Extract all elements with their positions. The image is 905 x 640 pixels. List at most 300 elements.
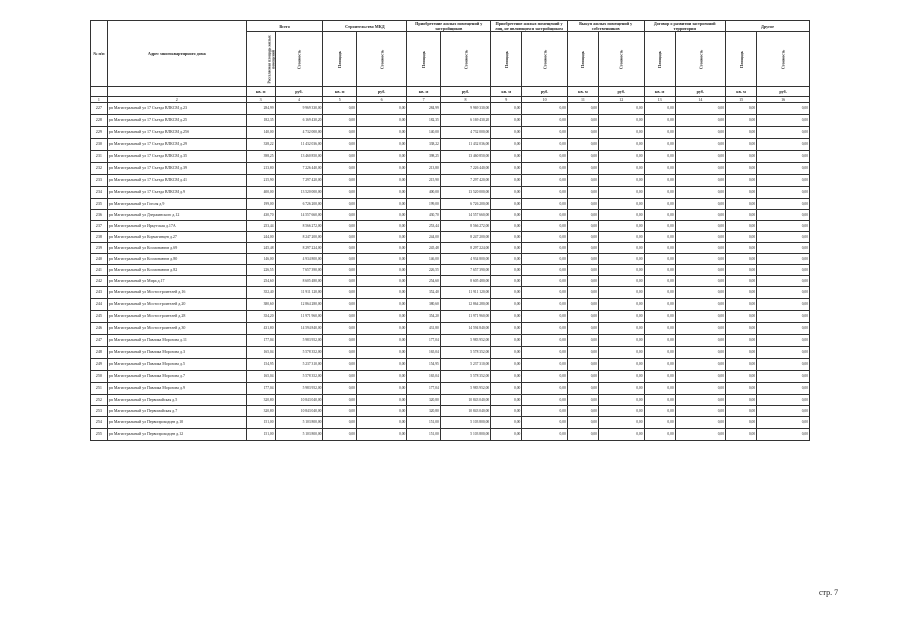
unit-cell: руб. bbox=[598, 87, 644, 97]
table-row bbox=[91, 323, 810, 335]
row-total-cost: 8 247 200,00 bbox=[275, 232, 323, 243]
row-total-cost: 5 237 310,00 bbox=[275, 359, 323, 371]
col-number: 16 bbox=[757, 97, 810, 103]
row-total-area: 177,04 bbox=[246, 335, 275, 347]
row-number: 233 bbox=[91, 175, 108, 187]
row-dev-contract-area: 0,00 bbox=[644, 383, 675, 395]
row-non-developer-area: 0,00 bbox=[491, 139, 522, 151]
row-developer-area: 177,04 bbox=[407, 383, 441, 395]
row-other-area: 0,00 bbox=[726, 335, 757, 347]
row-address: рп Магистральный ул Мира д.17 bbox=[107, 276, 246, 287]
row-total-area: 165,04 bbox=[246, 347, 275, 359]
row-dev-contract-cost: 0,00 bbox=[675, 417, 725, 429]
row-developer-cost: 9 969 330,00 bbox=[440, 103, 490, 115]
row-number: 243 bbox=[91, 287, 108, 299]
row-construction-area: 0,00 bbox=[323, 139, 357, 151]
row-total-cost: 8 297 224,00 bbox=[275, 243, 323, 254]
row-other-cost: 0,00 bbox=[757, 139, 810, 151]
table-row bbox=[91, 311, 810, 323]
row-construction-cost: 0,00 bbox=[356, 199, 406, 210]
row-construction-cost: 0,00 bbox=[356, 163, 406, 175]
row-address: рп Магистральный ул Иркутская д.17А bbox=[107, 221, 246, 232]
unit-cell: руб. bbox=[275, 87, 323, 97]
row-developer-area: 254,60 bbox=[407, 276, 441, 287]
table-row bbox=[91, 417, 810, 429]
row-dev-contract-area: 0,00 bbox=[644, 115, 675, 127]
row-construction-cost: 0,00 bbox=[356, 347, 406, 359]
row-non-developer-cost: 0,00 bbox=[522, 265, 568, 276]
row-other-area: 0,00 bbox=[726, 359, 757, 371]
row-buyout-area: 0,00 bbox=[567, 163, 598, 175]
row-construction-area: 0,00 bbox=[323, 347, 357, 359]
group-header-developers: Приобретение жилых помещений у застройщиков bbox=[407, 21, 491, 32]
row-total-area: 140,00 bbox=[246, 127, 275, 139]
row-developer-area: 380,60 bbox=[407, 299, 441, 311]
row-dev-contract-cost: 0,00 bbox=[675, 254, 725, 265]
row-construction-cost: 0,00 bbox=[356, 359, 406, 371]
row-developer-cost: 14 594 840,00 bbox=[440, 323, 490, 335]
row-developer-cost: 11 432 036,00 bbox=[440, 139, 490, 151]
row-buyout-area: 0,00 bbox=[567, 395, 598, 406]
table-body bbox=[91, 103, 810, 441]
row-dev-contract-cost: 0,00 bbox=[675, 243, 725, 254]
row-total-area: 352,40 bbox=[246, 287, 275, 299]
row-other-area: 0,00 bbox=[726, 243, 757, 254]
row-non-developer-cost: 0,00 bbox=[522, 232, 568, 243]
unit-cell: руб. bbox=[675, 87, 725, 97]
row-total-cost: 5 983 952,00 bbox=[275, 335, 323, 347]
row-address: рп Магистральный ул Гоголя д.9 bbox=[107, 199, 246, 210]
row-total-area: 431,80 bbox=[246, 323, 275, 335]
row-non-developer-cost: 0,00 bbox=[522, 127, 568, 139]
row-total-area: 380,60 bbox=[246, 299, 275, 311]
row-number: 242 bbox=[91, 276, 108, 287]
sub-header-cost: Стоимость bbox=[296, 49, 302, 69]
row-developer-area: 431,80 bbox=[407, 323, 441, 335]
row-number: 248 bbox=[91, 347, 108, 359]
row-non-developer-cost: 0,00 bbox=[522, 371, 568, 383]
row-non-developer-cost: 0,00 bbox=[522, 395, 568, 406]
row-other-cost: 0,00 bbox=[757, 371, 810, 383]
row-non-developer-cost: 0,00 bbox=[522, 276, 568, 287]
row-buyout-cost: 0,00 bbox=[598, 323, 644, 335]
row-construction-area: 0,00 bbox=[323, 151, 357, 163]
row-other-cost: 0,00 bbox=[757, 151, 810, 163]
row-buyout-cost: 0,00 bbox=[598, 265, 644, 276]
row-total-area: 146,00 bbox=[246, 254, 275, 265]
row-dev-contract-cost: 0,00 bbox=[675, 287, 725, 299]
row-total-area: 182,35 bbox=[246, 115, 275, 127]
row-total-cost: 13 520 000,00 bbox=[275, 187, 323, 199]
row-developer-area: 244,00 bbox=[407, 232, 441, 243]
col-number: 5 bbox=[323, 97, 357, 103]
row-construction-cost: 0,00 bbox=[356, 115, 406, 127]
row-dev-contract-cost: 0,00 bbox=[675, 335, 725, 347]
resettlement-table bbox=[90, 20, 810, 441]
row-construction-cost: 0,00 bbox=[356, 335, 406, 347]
row-developer-cost: 12 864 280,00 bbox=[440, 299, 490, 311]
row-buyout-area: 0,00 bbox=[567, 232, 598, 243]
row-developer-area: 215,90 bbox=[407, 175, 441, 187]
row-total-area: 151,00 bbox=[246, 429, 275, 441]
row-dev-contract-area: 0,00 bbox=[644, 429, 675, 441]
group-header-development-contract: Договор о развитии застроенной территории bbox=[644, 21, 725, 32]
group-header-construction: Строительство МКД bbox=[323, 21, 407, 32]
row-other-area: 0,00 bbox=[726, 276, 757, 287]
row-dev-contract-area: 0,00 bbox=[644, 347, 675, 359]
unit-cell: руб. bbox=[757, 87, 810, 97]
row-total-area: 430,70 bbox=[246, 210, 275, 221]
row-number: 240 bbox=[91, 254, 108, 265]
row-buyout-cost: 0,00 bbox=[598, 276, 644, 287]
document-page bbox=[90, 20, 810, 441]
row-other-area: 0,00 bbox=[726, 103, 757, 115]
row-buyout-cost: 0,00 bbox=[598, 139, 644, 151]
row-construction-area: 0,00 bbox=[323, 243, 357, 254]
row-other-cost: 0,00 bbox=[757, 383, 810, 395]
group-header-total: Всего bbox=[246, 21, 323, 32]
table-row bbox=[91, 265, 810, 276]
row-total-cost: 6 726 200,00 bbox=[275, 199, 323, 210]
row-other-cost: 0,00 bbox=[757, 175, 810, 187]
table-row bbox=[91, 254, 810, 265]
row-non-developer-area: 0,00 bbox=[491, 187, 522, 199]
sub-header-area: Площадь bbox=[337, 50, 343, 68]
col-header-address: Адрес многоквартирного дома bbox=[107, 21, 246, 87]
row-non-developer-cost: 0,00 bbox=[522, 383, 568, 395]
row-dev-contract-cost: 0,00 bbox=[675, 175, 725, 187]
row-total-cost: 11 911 120,00 bbox=[275, 287, 323, 299]
row-address: рп Магистральный ул Дзержинского д.12 bbox=[107, 210, 246, 221]
row-number: 237 bbox=[91, 221, 108, 232]
units-row bbox=[91, 87, 810, 97]
row-dev-contract-cost: 0,00 bbox=[675, 127, 725, 139]
row-address: рп Магистральный ул Космонавтов д.82 bbox=[107, 265, 246, 276]
row-other-cost: 0,00 bbox=[757, 187, 810, 199]
unit-cell: руб. bbox=[440, 87, 490, 97]
col-header-num: № п/п bbox=[91, 21, 108, 87]
row-dev-contract-cost: 0,00 bbox=[675, 371, 725, 383]
row-other-area: 0,00 bbox=[726, 115, 757, 127]
row-non-developer-cost: 0,00 bbox=[522, 287, 568, 299]
row-total-area: 398,25 bbox=[246, 151, 275, 163]
row-other-cost: 0,00 bbox=[757, 221, 810, 232]
row-dev-contract-area: 0,00 bbox=[644, 406, 675, 417]
table-row bbox=[91, 383, 810, 395]
row-address: рп Магистральный ул Первопроходцев д.12 bbox=[107, 429, 246, 441]
row-construction-area: 0,00 bbox=[323, 287, 357, 299]
row-developer-area: 284,99 bbox=[407, 103, 441, 115]
row-construction-cost: 0,00 bbox=[356, 127, 406, 139]
row-developer-area: 400,00 bbox=[407, 187, 441, 199]
row-buyout-area: 0,00 bbox=[567, 371, 598, 383]
row-dev-contract-area: 0,00 bbox=[644, 311, 675, 323]
row-dev-contract-area: 0,00 bbox=[644, 243, 675, 254]
row-total-cost: 12 864 280,00 bbox=[275, 299, 323, 311]
row-dev-contract-cost: 0,00 bbox=[675, 383, 725, 395]
col-number: 10 bbox=[522, 97, 568, 103]
row-buyout-area: 0,00 bbox=[567, 187, 598, 199]
row-buyout-area: 0,00 bbox=[567, 139, 598, 151]
row-buyout-area: 0,00 bbox=[567, 243, 598, 254]
row-non-developer-cost: 0,00 bbox=[522, 221, 568, 232]
row-other-area: 0,00 bbox=[726, 175, 757, 187]
row-number: 234 bbox=[91, 187, 108, 199]
table-row bbox=[91, 103, 810, 115]
row-buyout-area: 0,00 bbox=[567, 221, 598, 232]
group-header-non-developers: Приобретение жилых помещений у лиц, не являющихся застройщиком bbox=[491, 21, 568, 32]
row-buyout-area: 0,00 bbox=[567, 210, 598, 221]
row-buyout-cost: 0,00 bbox=[598, 187, 644, 199]
row-buyout-area: 0,00 bbox=[567, 359, 598, 371]
row-dev-contract-cost: 0,00 bbox=[675, 139, 725, 151]
unit-cell: кв. м bbox=[491, 87, 522, 97]
row-other-cost: 0,00 bbox=[757, 406, 810, 417]
row-dev-contract-area: 0,00 bbox=[644, 265, 675, 276]
row-buyout-cost: 0,00 bbox=[598, 127, 644, 139]
row-number: 247 bbox=[91, 335, 108, 347]
row-construction-cost: 0,00 bbox=[356, 287, 406, 299]
row-total-cost: 6 169 430,20 bbox=[275, 115, 323, 127]
row-total-cost: 7 226 440,00 bbox=[275, 163, 323, 175]
row-developer-cost: 14 557 660,00 bbox=[440, 210, 490, 221]
row-non-developer-area: 0,00 bbox=[491, 406, 522, 417]
row-number: 236 bbox=[91, 210, 108, 221]
row-total-cost: 10 843 040,00 bbox=[275, 406, 323, 417]
row-developer-area: 354,20 bbox=[407, 311, 441, 323]
row-total-area: 245,48 bbox=[246, 243, 275, 254]
row-developer-area: 151,00 bbox=[407, 429, 441, 441]
row-developer-area: 151,00 bbox=[407, 417, 441, 429]
sub-header-area: Площадь bbox=[421, 50, 427, 68]
unit-cell: кв. м bbox=[246, 87, 275, 97]
row-total-area: 215,90 bbox=[246, 175, 275, 187]
row-dev-contract-area: 0,00 bbox=[644, 395, 675, 406]
unit-cell: руб. bbox=[522, 87, 568, 97]
row-developer-area: 338,22 bbox=[407, 139, 441, 151]
row-buyout-cost: 0,00 bbox=[598, 359, 644, 371]
row-other-cost: 0,00 bbox=[757, 299, 810, 311]
col-number: 14 bbox=[675, 97, 725, 103]
group-header-other: Другое bbox=[726, 21, 810, 32]
row-dev-contract-area: 0,00 bbox=[644, 299, 675, 311]
row-construction-area: 0,00 bbox=[323, 417, 357, 429]
row-other-cost: 0,00 bbox=[757, 243, 810, 254]
row-dev-contract-cost: 0,00 bbox=[675, 323, 725, 335]
unit-cell: кв. м bbox=[726, 87, 757, 97]
row-dev-contract-area: 0,00 bbox=[644, 151, 675, 163]
row-total-area: 226,55 bbox=[246, 265, 275, 276]
row-total-area: 213,80 bbox=[246, 163, 275, 175]
row-number: 250 bbox=[91, 371, 108, 383]
row-other-cost: 0,00 bbox=[757, 254, 810, 265]
row-total-area: 320,80 bbox=[246, 395, 275, 406]
row-dev-contract-cost: 0,00 bbox=[675, 103, 725, 115]
row-construction-area: 0,00 bbox=[323, 115, 357, 127]
row-total-cost: 11 432 036,00 bbox=[275, 139, 323, 151]
row-construction-cost: 0,00 bbox=[356, 276, 406, 287]
row-construction-cost: 0,00 bbox=[356, 103, 406, 115]
row-other-cost: 0,00 bbox=[757, 347, 810, 359]
row-other-cost: 0,00 bbox=[757, 210, 810, 221]
row-construction-area: 0,00 bbox=[323, 175, 357, 187]
row-other-cost: 0,00 bbox=[757, 429, 810, 441]
table-row bbox=[91, 221, 810, 232]
row-construction-cost: 0,00 bbox=[356, 151, 406, 163]
row-non-developer-area: 0,00 bbox=[491, 335, 522, 347]
row-number: 238 bbox=[91, 232, 108, 243]
row-number: 232 bbox=[91, 163, 108, 175]
row-other-cost: 0,00 bbox=[757, 232, 810, 243]
row-developer-cost: 11 971 960,00 bbox=[440, 311, 490, 323]
row-dev-contract-area: 0,00 bbox=[644, 187, 675, 199]
table-row bbox=[91, 210, 810, 221]
row-total-area: 320,80 bbox=[246, 406, 275, 417]
row-dev-contract-area: 0,00 bbox=[644, 417, 675, 429]
row-buyout-cost: 0,00 bbox=[598, 151, 644, 163]
row-other-cost: 0,00 bbox=[757, 103, 810, 115]
row-developer-area: 226,55 bbox=[407, 265, 441, 276]
row-buyout-cost: 0,00 bbox=[598, 175, 644, 187]
row-construction-cost: 0,00 bbox=[356, 371, 406, 383]
row-non-developer-area: 0,00 bbox=[491, 323, 522, 335]
sub-header-cost: Стоимость bbox=[697, 49, 703, 69]
row-non-developer-area: 0,00 bbox=[491, 311, 522, 323]
row-non-developer-cost: 0,00 bbox=[522, 243, 568, 254]
row-non-developer-cost: 0,00 bbox=[522, 199, 568, 210]
row-dev-contract-area: 0,00 bbox=[644, 221, 675, 232]
row-other-area: 0,00 bbox=[726, 221, 757, 232]
row-buyout-area: 0,00 bbox=[567, 323, 598, 335]
row-non-developer-area: 0,00 bbox=[491, 371, 522, 383]
row-developer-area: 398,25 bbox=[407, 151, 441, 163]
row-buyout-area: 0,00 bbox=[567, 417, 598, 429]
row-buyout-cost: 0,00 bbox=[598, 115, 644, 127]
row-number: 230 bbox=[91, 139, 108, 151]
row-non-developer-area: 0,00 bbox=[491, 243, 522, 254]
row-developer-cost: 8 297 224,00 bbox=[440, 243, 490, 254]
row-developer-area: 165,04 bbox=[407, 347, 441, 359]
col-number: 12 bbox=[598, 97, 644, 103]
row-other-area: 0,00 bbox=[726, 163, 757, 175]
row-non-developer-area: 0,00 bbox=[491, 254, 522, 265]
row-total-cost: 4 934 800,00 bbox=[275, 254, 323, 265]
row-total-cost: 7 657 390,00 bbox=[275, 265, 323, 276]
row-non-developer-cost: 0,00 bbox=[522, 323, 568, 335]
row-buyout-area: 0,00 bbox=[567, 406, 598, 417]
sub-header-resettled-area: Расселяемая площадь жилых помещений bbox=[267, 34, 276, 84]
row-construction-area: 0,00 bbox=[323, 127, 357, 139]
row-total-cost: 8 605 480,00 bbox=[275, 276, 323, 287]
row-dev-contract-cost: 0,00 bbox=[675, 265, 725, 276]
row-dev-contract-cost: 0,00 bbox=[675, 187, 725, 199]
row-developer-cost: 4 934 800,00 bbox=[440, 254, 490, 265]
row-total-area: 165,04 bbox=[246, 371, 275, 383]
row-total-cost: 14 557 660,00 bbox=[275, 210, 323, 221]
row-developer-area: 182,35 bbox=[407, 115, 441, 127]
row-developer-cost: 5 103 800,00 bbox=[440, 417, 490, 429]
row-address: рп Магистральный ул Мостостроителей д.20 bbox=[107, 299, 246, 311]
row-developer-cost: 8 247 200,00 bbox=[440, 232, 490, 243]
row-developer-cost: 8 566 272,00 bbox=[440, 221, 490, 232]
table-row bbox=[91, 187, 810, 199]
row-construction-cost: 0,00 bbox=[356, 254, 406, 265]
row-construction-area: 0,00 bbox=[323, 311, 357, 323]
row-dev-contract-cost: 0,00 bbox=[675, 359, 725, 371]
row-construction-area: 0,00 bbox=[323, 221, 357, 232]
table-row bbox=[91, 232, 810, 243]
row-other-cost: 0,00 bbox=[757, 395, 810, 406]
row-dev-contract-cost: 0,00 bbox=[675, 347, 725, 359]
row-total-area: 338,22 bbox=[246, 139, 275, 151]
row-dev-contract-cost: 0,00 bbox=[675, 151, 725, 163]
row-buyout-cost: 0,00 bbox=[598, 417, 644, 429]
row-total-cost: 5 103 800,00 bbox=[275, 417, 323, 429]
col-number: 15 bbox=[726, 97, 757, 103]
row-developer-area: 213,80 bbox=[407, 163, 441, 175]
row-other-area: 0,00 bbox=[726, 311, 757, 323]
row-non-developer-cost: 0,00 bbox=[522, 311, 568, 323]
row-developer-area: 165,04 bbox=[407, 371, 441, 383]
row-total-cost: 13 460 850,00 bbox=[275, 151, 323, 163]
row-non-developer-area: 0,00 bbox=[491, 383, 522, 395]
row-dev-contract-cost: 0,00 bbox=[675, 311, 725, 323]
row-buyout-area: 0,00 bbox=[567, 347, 598, 359]
row-total-area: 253,44 bbox=[246, 221, 275, 232]
row-non-developer-cost: 0,00 bbox=[522, 359, 568, 371]
table-row bbox=[91, 371, 810, 383]
row-construction-cost: 0,00 bbox=[356, 406, 406, 417]
row-construction-area: 0,00 bbox=[323, 276, 357, 287]
row-dev-contract-cost: 0,00 bbox=[675, 276, 725, 287]
sub-header-area: Площадь bbox=[657, 50, 663, 68]
row-non-developer-area: 0,00 bbox=[491, 429, 522, 441]
row-developer-cost: 7 297 420,00 bbox=[440, 175, 490, 187]
row-developer-cost: 5 103 800,00 bbox=[440, 429, 490, 441]
row-non-developer-area: 0,00 bbox=[491, 115, 522, 127]
row-developer-area: 430,70 bbox=[407, 210, 441, 221]
col-number: 4 bbox=[275, 97, 323, 103]
row-construction-cost: 0,00 bbox=[356, 243, 406, 254]
row-dev-contract-cost: 0,00 bbox=[675, 429, 725, 441]
row-construction-cost: 0,00 bbox=[356, 429, 406, 441]
row-other-cost: 0,00 bbox=[757, 323, 810, 335]
row-buyout-area: 0,00 bbox=[567, 103, 598, 115]
row-buyout-cost: 0,00 bbox=[598, 199, 644, 210]
col-number: 13 bbox=[644, 97, 675, 103]
table-row bbox=[91, 276, 810, 287]
row-non-developer-area: 0,00 bbox=[491, 395, 522, 406]
row-construction-area: 0,00 bbox=[323, 395, 357, 406]
row-other-cost: 0,00 bbox=[757, 311, 810, 323]
row-developer-cost: 5 983 952,00 bbox=[440, 335, 490, 347]
row-other-area: 0,00 bbox=[726, 299, 757, 311]
row-total-cost: 11 971 960,00 bbox=[275, 311, 323, 323]
row-non-developer-cost: 0,00 bbox=[522, 175, 568, 187]
row-non-developer-cost: 0,00 bbox=[522, 103, 568, 115]
row-construction-area: 0,00 bbox=[323, 429, 357, 441]
row-number: 254 bbox=[91, 417, 108, 429]
row-non-developer-cost: 0,00 bbox=[522, 254, 568, 265]
unit-cell: кв. м bbox=[567, 87, 598, 97]
row-buyout-area: 0,00 bbox=[567, 151, 598, 163]
row-construction-area: 0,00 bbox=[323, 406, 357, 417]
unit-cell: руб. bbox=[356, 87, 406, 97]
row-buyout-area: 0,00 bbox=[567, 115, 598, 127]
row-number: 235 bbox=[91, 199, 108, 210]
row-other-area: 0,00 bbox=[726, 383, 757, 395]
row-construction-area: 0,00 bbox=[323, 299, 357, 311]
